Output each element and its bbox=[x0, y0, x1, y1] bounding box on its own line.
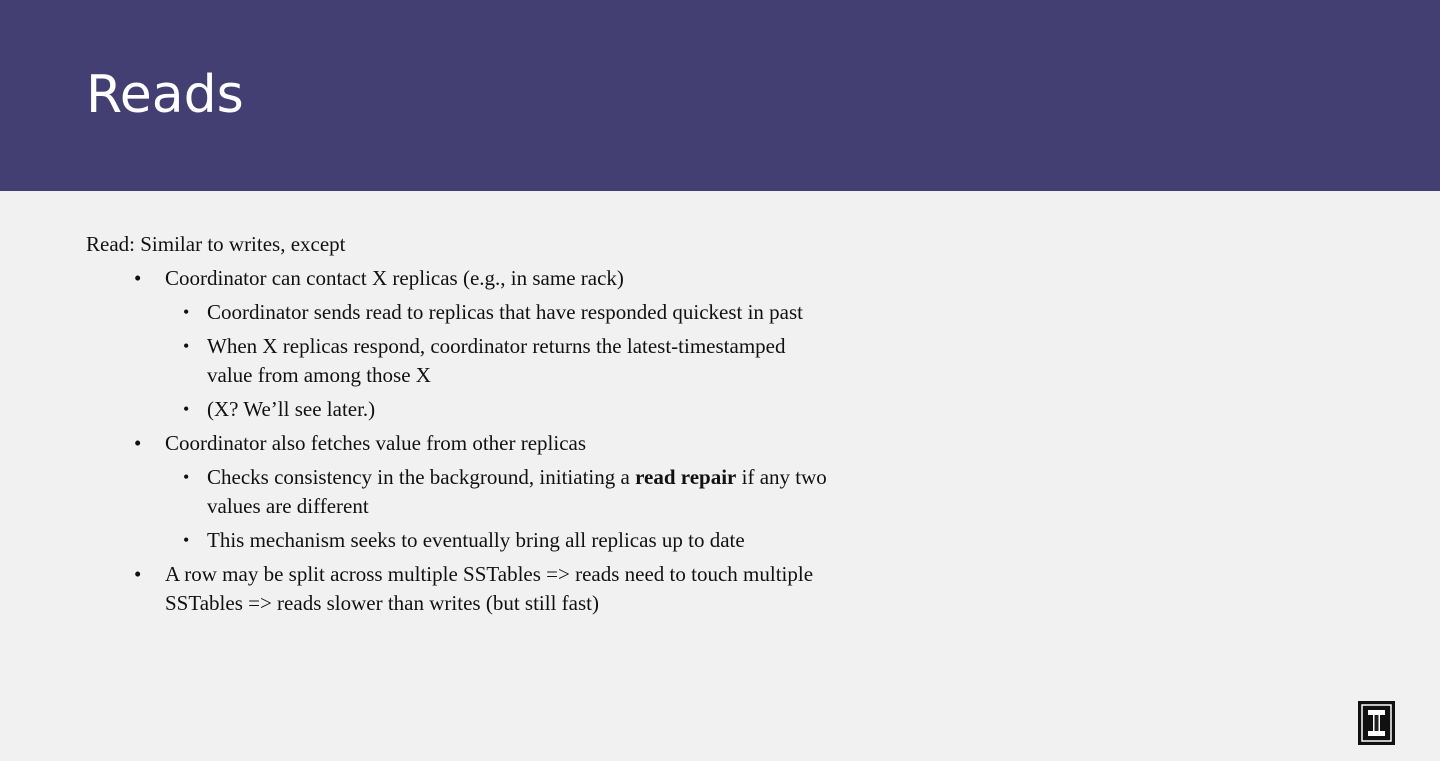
bullet-text-part: if any two values are different bbox=[207, 465, 827, 518]
bullet-text: Coordinator also fetches value from other replicas bbox=[165, 431, 587, 455]
bullet-item-level2 bbox=[86, 395, 832, 424]
slide-body bbox=[86, 230, 846, 623]
bullet-item-level1 bbox=[86, 429, 825, 458]
bullet-icon: • bbox=[183, 530, 190, 550]
slide-title: Reads bbox=[86, 65, 244, 125]
bullet-text: When X replicas respond, coordinator returns the latest-timestamped value from among those X bbox=[207, 334, 786, 387]
bold-term: read repair bbox=[635, 465, 737, 489]
bullet-text: Coordinator sends read to replicas that have responded quickest in past bbox=[207, 300, 803, 324]
bullet-item-level2 bbox=[86, 332, 832, 390]
bullet-icon: • bbox=[134, 431, 142, 455]
bullet-text: This mechanism seeks to eventually bring all replicas up to date bbox=[207, 528, 745, 552]
bullet-text: A row may be split across multiple SSTables => reads need to touch multiple SSTables => reads slower than writes (but still fast) bbox=[165, 562, 814, 615]
university-block-i-icon bbox=[1358, 701, 1395, 745]
title-bar bbox=[0, 0, 1440, 191]
bullet-item-level1 bbox=[86, 560, 825, 618]
bullet-icon: • bbox=[183, 302, 190, 322]
bullet-item-level2 bbox=[86, 463, 832, 521]
block-i-logo-graphic bbox=[1359, 702, 1394, 744]
bullet-text: Coordinator can contact X replicas (e.g., in same rack) bbox=[165, 266, 624, 290]
bullet-item-level1 bbox=[86, 264, 825, 293]
bullet-icon: • bbox=[134, 266, 142, 290]
bullet-text: (X? We’ll see later.) bbox=[207, 397, 376, 421]
bullet-item-level2 bbox=[86, 526, 832, 555]
bullet-icon: • bbox=[134, 562, 142, 586]
bullet-text bbox=[207, 465, 827, 518]
bullet-icon: • bbox=[183, 336, 190, 356]
bullet-icon: • bbox=[183, 399, 190, 419]
intro-text: Read: Similar to writes, except bbox=[86, 232, 346, 256]
bullet-item-level2 bbox=[86, 298, 832, 327]
bullet-text-part: Checks consistency in the background, initiating a bbox=[207, 465, 636, 489]
bullet-icon: • bbox=[183, 467, 190, 487]
